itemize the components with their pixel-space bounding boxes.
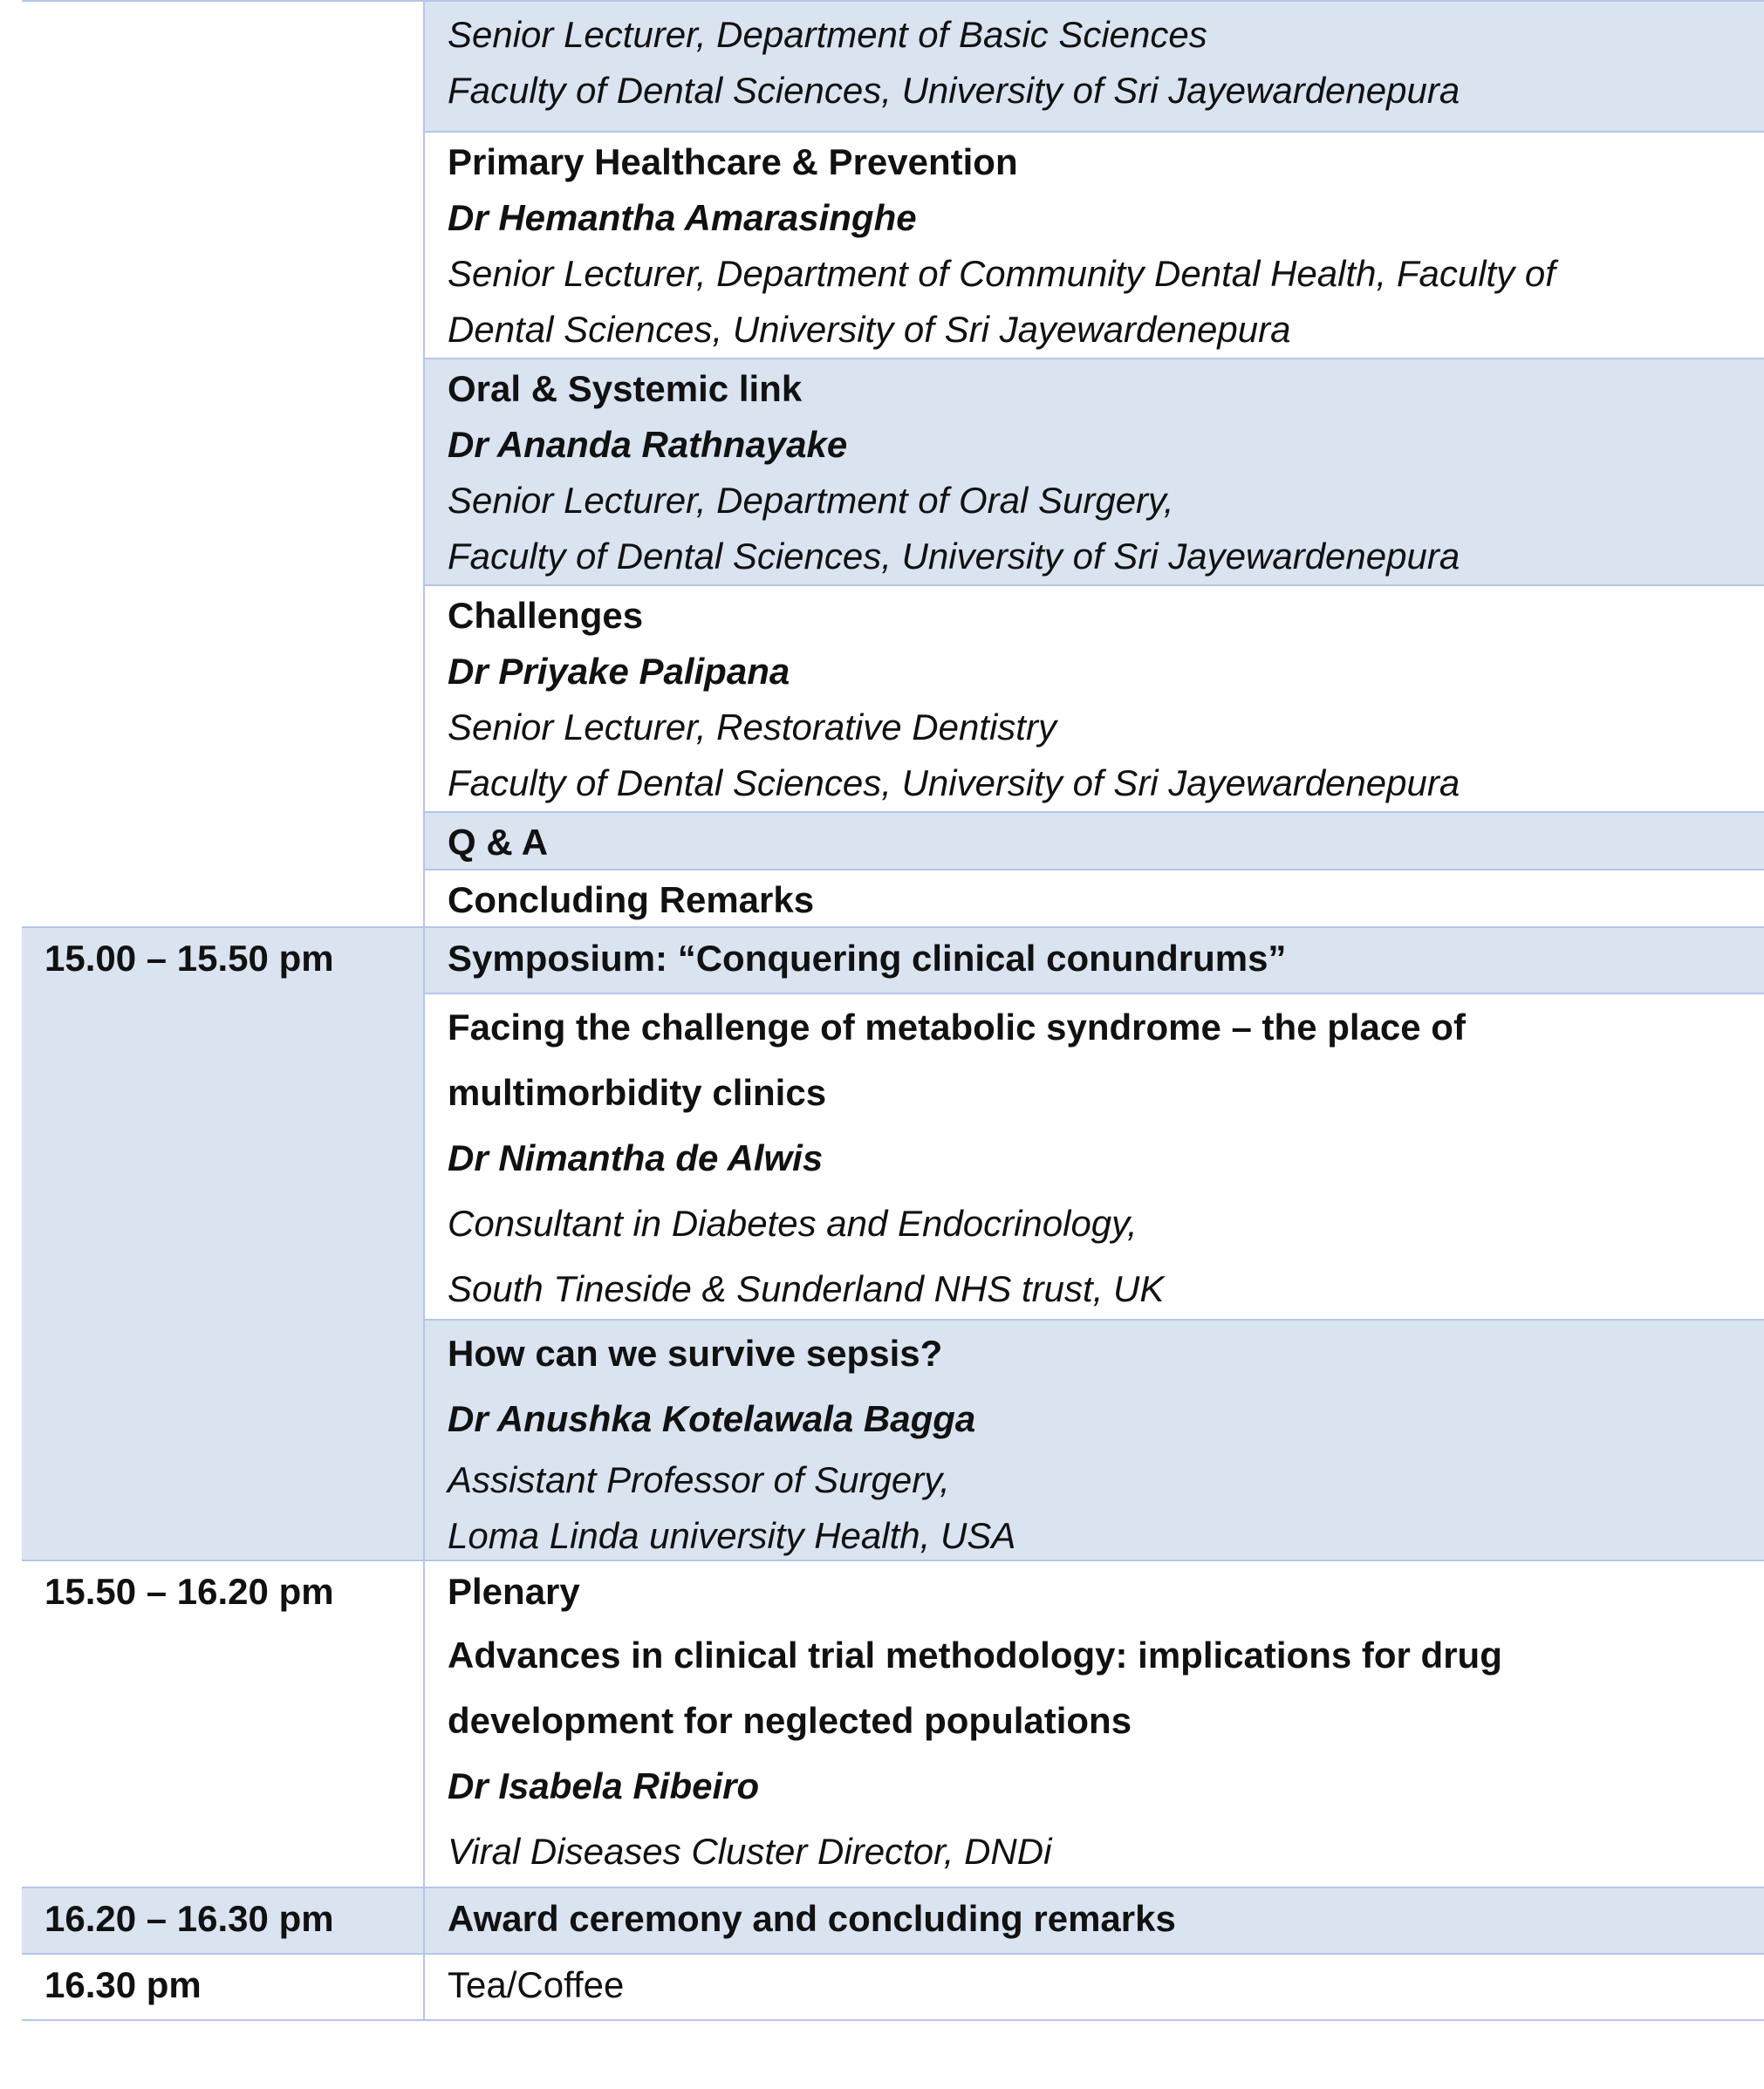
affiliation-line: Loma Linda university Health, USA bbox=[448, 1515, 1016, 1556]
talk-title: Challenges bbox=[448, 595, 644, 636]
entry-tea bbox=[425, 1955, 1764, 2016]
table-row-tea bbox=[22, 1955, 1764, 2021]
entries-cell bbox=[425, 1561, 1764, 1887]
affiliation-line: Faculty of Dental Sciences, University of Sri Jayewardenepura bbox=[448, 536, 1460, 577]
time-cell bbox=[22, 928, 425, 1560]
affiliation-line: South Tineside & Sunderland NHS trust, UK bbox=[448, 1268, 1165, 1309]
entry-symposium-title bbox=[425, 928, 1764, 993]
session-time: 15.00 – 15.50 pm bbox=[44, 938, 334, 979]
affiliation-line: Senior Lecturer, Department of Community Dental Health, Faculty of bbox=[448, 253, 1555, 294]
entries-cell bbox=[425, 1888, 1764, 1953]
entry-sepsis bbox=[425, 1319, 1764, 1560]
talk-title: Oral & Systemic link bbox=[448, 368, 803, 409]
speaker-name: Dr Ananda Rathnayake bbox=[448, 424, 848, 465]
time-cell-empty bbox=[22, 2, 425, 926]
qa-label: Q & A bbox=[448, 822, 549, 863]
entry-qa bbox=[425, 811, 1764, 869]
talk-title: Advances in clinical trial methodology: implications for drug bbox=[448, 1635, 1502, 1676]
entries-cell bbox=[425, 928, 1764, 1560]
entry-plenary bbox=[425, 1561, 1764, 1884]
entry-metabolic-syndrome bbox=[425, 993, 1764, 1319]
entry-oral-systemic bbox=[425, 358, 1764, 584]
speaker-name: Dr Nimantha de Alwis bbox=[448, 1137, 824, 1178]
affiliation-line: Dental Sciences, University of Sri Jayewardenepura bbox=[448, 309, 1291, 350]
award-title: Award ceremony and concluding remarks bbox=[448, 1898, 1176, 1939]
table-row-award bbox=[22, 1888, 1764, 1955]
tea-title: Tea/Coffee bbox=[448, 1964, 625, 2005]
time-cell bbox=[22, 1561, 425, 1887]
speaker-name: Dr Hemantha Amarasinghe bbox=[448, 197, 917, 238]
session-time: 16.20 – 16.30 pm bbox=[44, 1898, 334, 1939]
table-row-plenary bbox=[22, 1561, 1764, 1888]
table-row-dental-session bbox=[22, 0, 1764, 928]
affiliation-line: Senior Lecturer, Department of Oral Surgery, bbox=[448, 480, 1174, 521]
entry-primary-healthcare bbox=[425, 131, 1764, 358]
entries-cell bbox=[425, 2, 1764, 926]
entry-concluding-remarks bbox=[425, 869, 1764, 926]
talk-title: Primary Healthcare & Prevention bbox=[448, 141, 1018, 182]
plenary-label: Plenary bbox=[448, 1571, 580, 1612]
affiliation-line: Faculty of Dental Sciences, University of Sri Jayewardenepura bbox=[448, 762, 1460, 803]
affiliation-line: Senior Lecturer, Restorative Dentistry bbox=[448, 707, 1056, 748]
speaker-name: Dr Anushka Kotelawala Bagga bbox=[448, 1398, 976, 1439]
affiliation-line: Faculty of Dental Sciences, University of Sri Jayewardenepura bbox=[448, 70, 1460, 111]
talk-title: How can we survive sepsis? bbox=[448, 1333, 943, 1374]
symposium-title: Symposium: “Conquering clinical conundrums” bbox=[448, 938, 1287, 979]
entry-award bbox=[425, 1888, 1764, 1949]
affiliation-line: Senior Lecturer, Department of Basic Sciences bbox=[448, 14, 1207, 55]
affiliation-line: Viral Diseases Cluster Director, DNDi bbox=[448, 1831, 1052, 1872]
entries-cell bbox=[425, 1955, 1764, 2019]
affiliation-line: Assistant Professor of Surgery, bbox=[448, 1459, 950, 1500]
speaker-name: Dr Priyake Palipana bbox=[448, 651, 790, 692]
time-cell bbox=[22, 1955, 425, 2019]
session-time: 16.30 pm bbox=[44, 1964, 202, 2005]
talk-title: development for neglected populations bbox=[448, 1700, 1132, 1741]
concluding-label: Concluding Remarks bbox=[448, 879, 815, 920]
entry-challenges bbox=[425, 584, 1764, 811]
entry-basic-sciences bbox=[425, 2, 1764, 131]
talk-title: Facing the challenge of metabolic syndrome – the place of bbox=[448, 1007, 1466, 1048]
speaker-name: Dr Isabela Ribeiro bbox=[448, 1765, 760, 1806]
time-cell bbox=[22, 1888, 425, 1953]
table-row-symposium bbox=[22, 928, 1764, 1561]
programme-table bbox=[22, 0, 1764, 2021]
affiliation-line: Consultant in Diabetes and Endocrinology, bbox=[448, 1203, 1138, 1244]
session-time: 15.50 – 16.20 pm bbox=[44, 1571, 334, 1612]
talk-title: multimorbidity clinics bbox=[448, 1072, 827, 1113]
